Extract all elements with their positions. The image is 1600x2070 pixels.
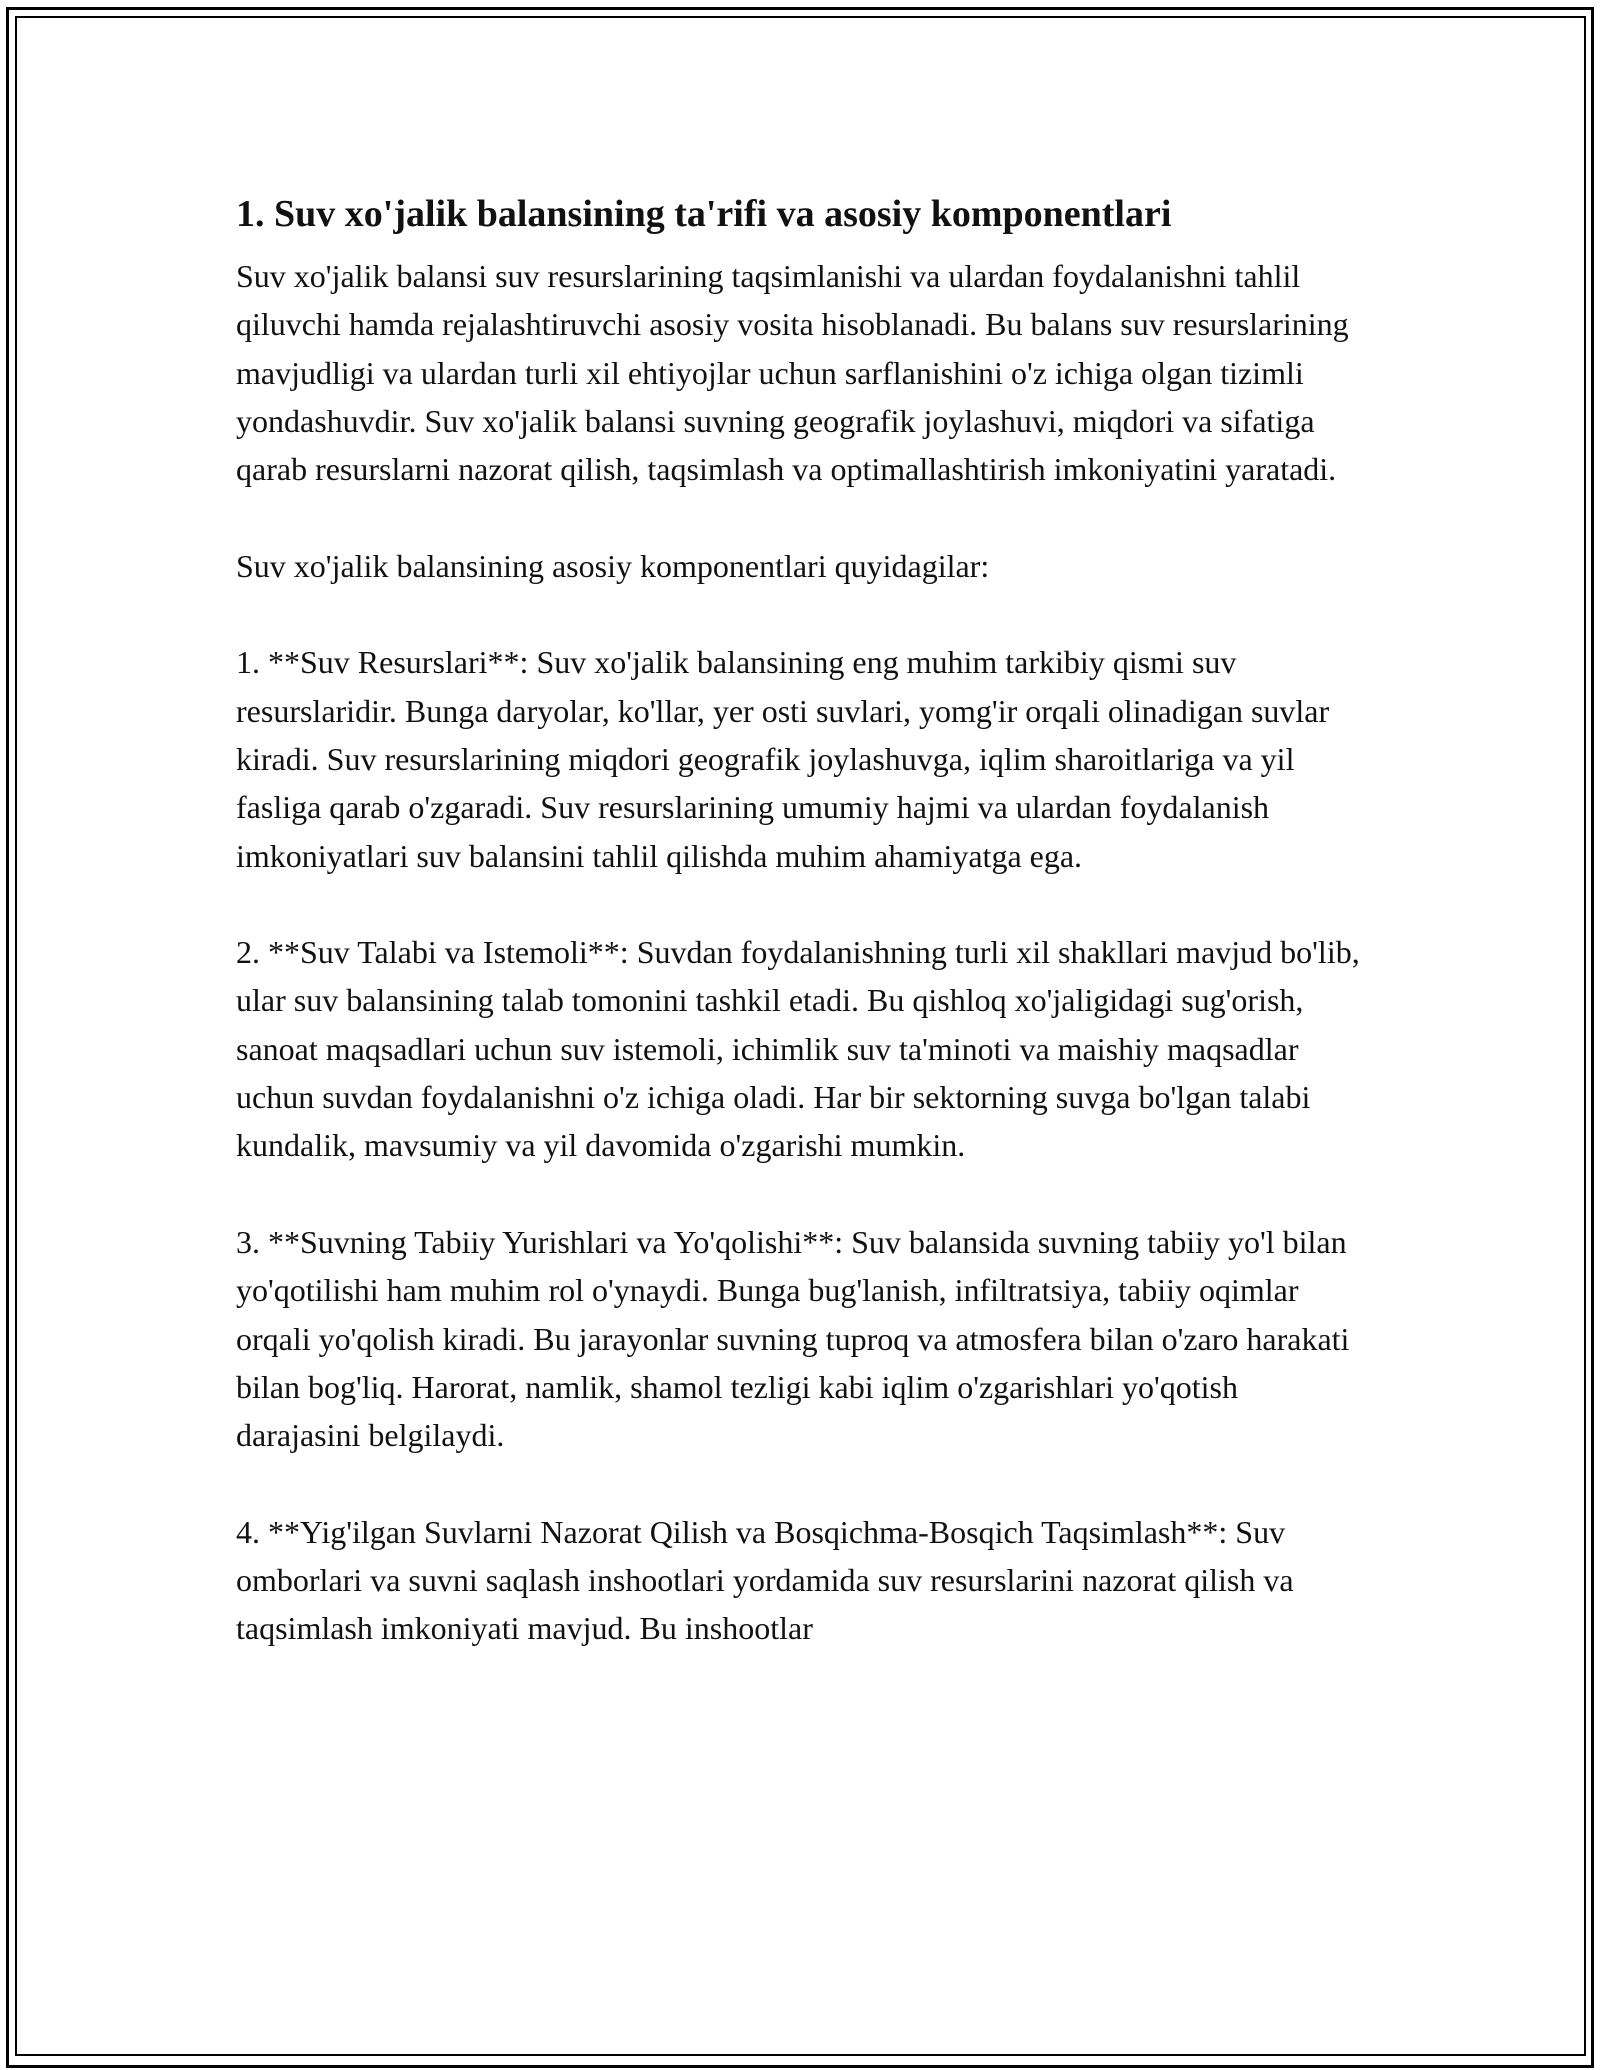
intro-paragraph: Suv xo'jalik balansi suv resurslarining taqsimlanishi va ulardan foydalanishni tahlil qiluvchi hamda rejalashtiruvchi asosiy vosita hisoblanadi. Bu balans suv resurslarining mavjudligi va ulardan turli xil ehtiyojlar uchun sarflanishini o'z ichiga olgan tizimli yondashuvdir. Suv xo'jalik balansi suvning geografik joylashuvi, miqdori va sifatiga qarab resurslarni nazorat qilish, taqsimlash va optimallashtirish imkoniyatini yaratadi. — [236, 258, 1349, 488]
component-storage-control-paragraph: 4. **Yig'ilgan Suvlarni Nazorat Qilish va Bosqichma-Bosqich Taqsimlash**: Suv omborlari va suvni saqlash inshootlari yordamida suv resurslarini nazorat qilish va taqsimlash imkoniyati mavjud. Bu inshootlar — [236, 1513, 1294, 1647]
document-heading: 1. Suv xo'jalik balansining ta'rifi va asosiy komponentlari — [236, 193, 1172, 235]
component-natural-losses-paragraph: 3. **Suvning Tabiiy Yurishlari va Yo'qolishi**: Suv balansida suvning tabiiy yo'l bilan yo'qotilishi ham muhim rol o'ynaydi. Bunga bug'lanish, infiltratsiya, tabiiy oqimlar orqali yo'qolish kiradi. Bu jarayonlar suvning tuproq va atmosfera bilan o'zaro harakati bilan bog'liq. Harorat, namlik, shamol tezligi kabi iqlim o'zgarishlari yo'qotish darajasini belgilaydi. — [236, 1223, 1350, 1454]
document-body — [236, 186, 1366, 1653]
component-water-resources-paragraph: 1. **Suv Resurslari**: Suv xo'jalik balansining eng muhim tarkibiy qismi suv resurslaridir. Bunga daryolar, ko'llar, yer osti suvlari, yomg'ir orqali olinadigan suvlar kiradi. Suv resurslarining miqdori geografik joylashuvga, iqlim sharoitlariga va yil fasliga qarab o'zgaradi. Suv resurslarining umumiy hajmi va ulardan foydalanish imkoniyatlari suv balansini tahlil qilishda muhim ahamiyatga ega. — [236, 644, 1330, 874]
components-intro-paragraph: Suv xo'jalik balansining asosiy komponentlari quyidagilar: — [236, 547, 990, 584]
component-water-demand-paragraph: 2. **Suv Talabi va Istemoli**: Suvdan foydalanishning turli xil shakllari mavjud bo'lib, ular suv balansining talab tomonini tashkil etadi. Bu qishloq xo'jaligidagi sug'orish, sanoat maqsadlari uchun suv istemoli, ichimlik suv ta'minoti va maishiy maqsadlar uchun suvdan foydalanishni o'z ichiga oladi. Har bir sektorning suvga bo'lgan talabi kundalik, mavsumiy va yil davomida o'zgarishi mumkin. — [236, 934, 1360, 1164]
